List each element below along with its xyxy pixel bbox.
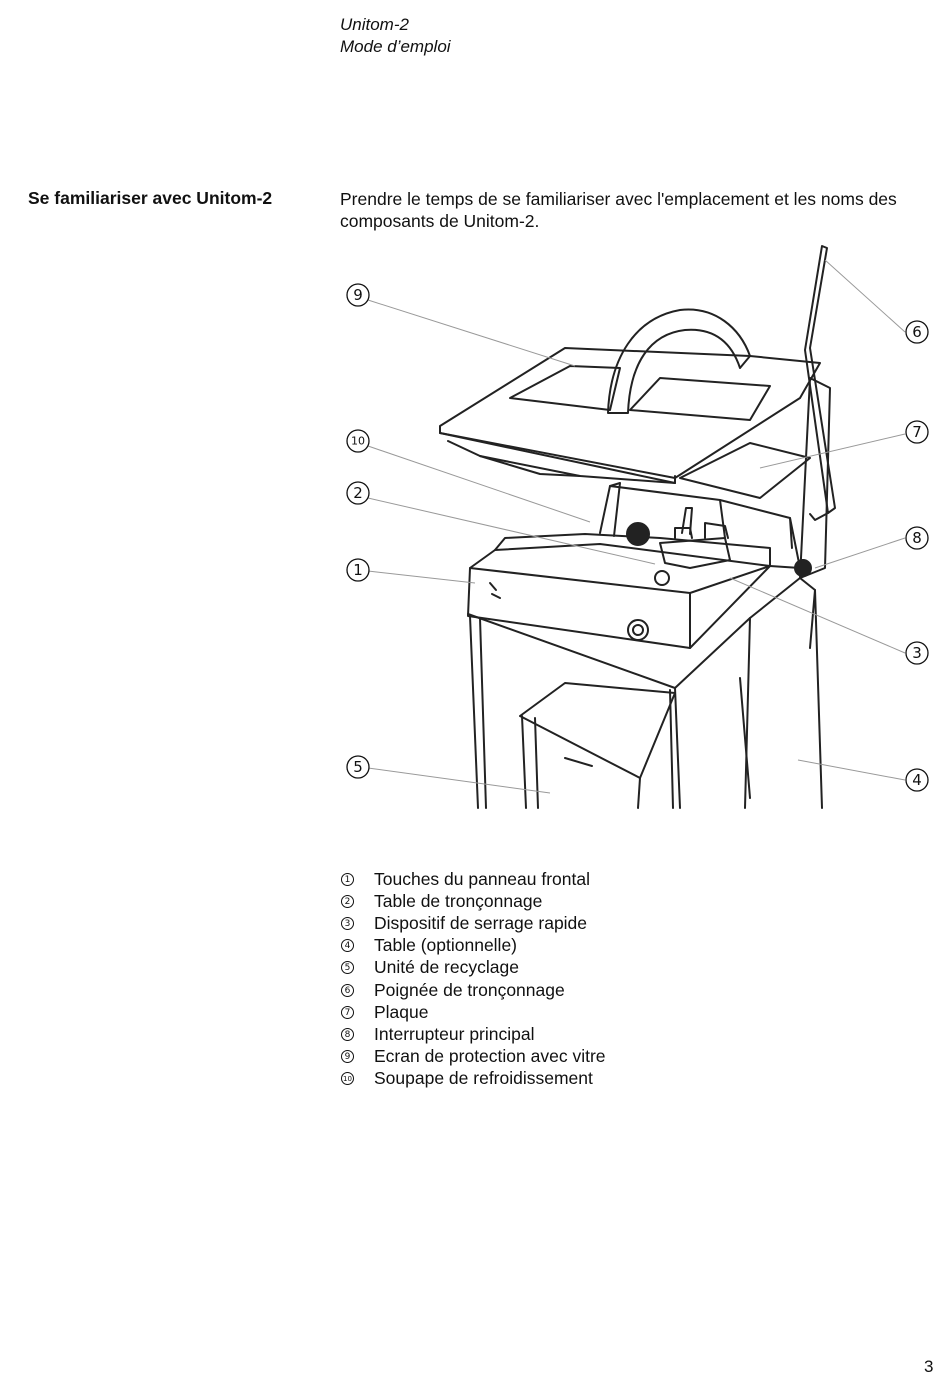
legend-item (340, 979, 606, 1001)
legend-item (340, 912, 606, 934)
legend-label: Table (optionnelle) (374, 935, 518, 956)
header-manual-type: Mode d’emploi (340, 37, 451, 56)
legend-item (340, 1068, 606, 1090)
legend-item (340, 1001, 606, 1023)
callout-label: 10 (351, 434, 365, 448)
callout-label: 9 (353, 286, 363, 304)
machine-illustration (330, 238, 945, 818)
callout-label: 3 (912, 644, 922, 662)
callout-label: 8 (912, 529, 922, 547)
legend-number: 5 (341, 961, 354, 974)
legend-label: Touches du panneau frontal (374, 868, 590, 889)
legend-item (340, 1046, 606, 1068)
callout-label: 6 (912, 323, 922, 341)
callout-label: 2 (353, 484, 363, 502)
callout-label: 4 (912, 771, 922, 789)
legend-number: 8 (341, 1028, 354, 1041)
legend-label: Table de tronçonnage (374, 890, 543, 911)
page-number: 3 (924, 1357, 934, 1376)
legend-item (340, 957, 606, 979)
legend-label: Dispositif de serrage rapide (374, 912, 588, 933)
legend-number: 10 (341, 1072, 354, 1085)
legend-number: 4 (341, 939, 354, 952)
legend-number: 7 (341, 1006, 354, 1019)
callout-label: 5 (353, 758, 363, 776)
legend-item (340, 1023, 606, 1045)
header-product: Unitom-2 (340, 15, 409, 34)
callout-label: 7 (912, 423, 922, 441)
legend-label: Ecran de protection avec vitre (374, 1046, 606, 1067)
legend-number: 2 (341, 895, 354, 908)
callout-label: 1 (353, 561, 363, 579)
intro-paragraph: Prendre le temps de se familiariser avec l'emplacement et les noms des composants de Unitom-2. (340, 189, 897, 231)
legend-label: Unité de recyclage (374, 957, 519, 978)
legend-label: Plaque (374, 1001, 429, 1022)
legend-label: Poignée de tronçonnage (374, 979, 565, 1000)
legend-item (340, 935, 606, 957)
section-title: Se familiariser avec Unitom-2 (28, 188, 273, 208)
document-header (340, 14, 451, 58)
legend-number: 9 (341, 1050, 354, 1063)
machine-drawing (440, 246, 835, 808)
legend-label: Interrupteur principal (374, 1023, 535, 1044)
legend-item (340, 890, 606, 912)
component-legend (340, 868, 606, 1090)
legend-number: 1 (341, 873, 354, 886)
legend-label: Soupape de refroidissement (374, 1068, 593, 1089)
legend-number: 3 (341, 917, 354, 930)
legend-item (340, 868, 606, 890)
legend-number: 6 (341, 984, 354, 997)
